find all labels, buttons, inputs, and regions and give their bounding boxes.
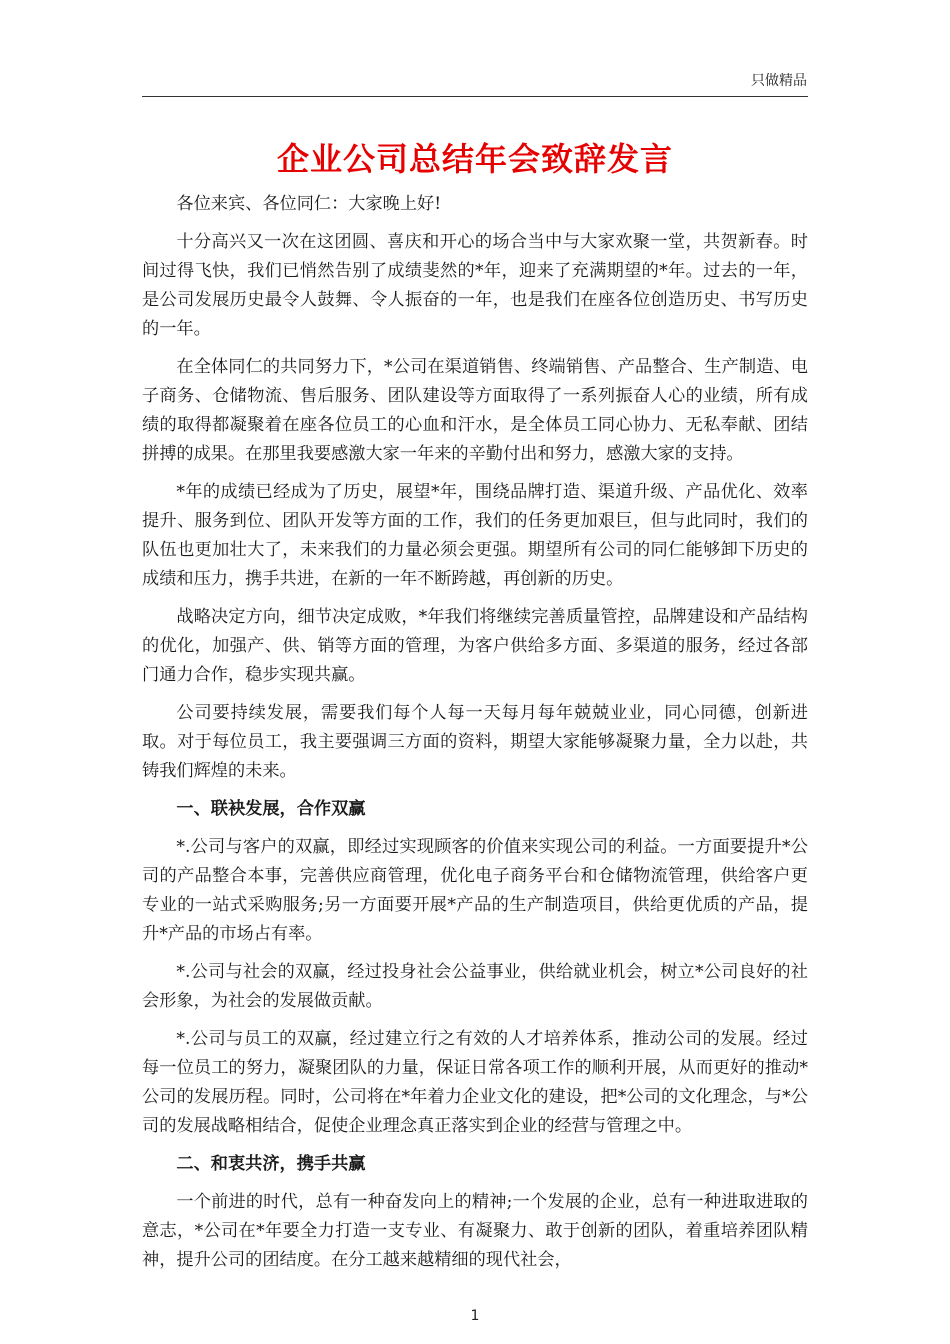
paragraph: *.公司与社会的双赢，经过投身社会公益事业，供给就业机会，树立*公司良好的社会形象，为社会的发展做贡献。 — [142, 962, 808, 1011]
paragraph: 一个前进的时代，总有一种奋发向上的精神;一个发展的企业，总有一种进取进取的意志，*公司在*年要全力打造一支专业、有凝聚力、敢于创新的团队，着重培养团队精神，提升公司的团结度。在分工越来越精细的现代社会， — [142, 1192, 808, 1270]
paragraph: *.公司与员工的双赢，经过建立行之有效的人才培养体系，推动公司的发展。经过每一位员工的努力，凝聚团队的力量，保证日常各项工作的顺利开展，从而更好的推动*公司的发展历程。同时，公司将在*年着力企业文化的建设，把*公司的文化理念，与*公司的发展战略相结合，促使企业理念真正落实到企业的经营与管理之中。 — [142, 1029, 808, 1136]
header-divider — [142, 96, 808, 97]
section-heading: 二、和衷共济，携手共赢 — [176, 1154, 366, 1174]
paragraph: 战略决定方向，细节决定成败，*年我们将继续完善质量管控，品牌建设和产品结构的优化，加强产、供、销等方面的管理，为客户供给多方面、多渠道的服务，经过各部门通力合作，稳步实现共赢。 — [142, 607, 808, 685]
paragraph: *年的成绩已经成为了历史，展望*年，围绕品牌打造、渠道升级、产品优化、效率提升、服务到位、团队开发等方面的工作，我们的任务更加艰巨，但与此同时，我们的队伍也更加壮大了，未来我们的力量必须会更强。期望所有公司的同仁能够卸下历史的成绩和压力，携手共进，在新的一年不断跨越，再创新的历史。 — [142, 482, 808, 589]
paragraph: 公司要持续发展，需要我们每个人每一天每月每年兢兢业业，同心同德，创新进取。对于每位员工，我主要强调三方面的资料，期望大家能够凝聚力量，全力以赴，共铸我们辉煌的未来。 — [142, 703, 808, 781]
paragraph: *.公司与客户的双赢，即经过实现顾客的价值来实现公司的利益。一方面要提升*公司的产品整合本事，完善供应商管理，优化电子商务平台和仓储物流管理，供给客户更专业的一站式采购服务;另一方面要开展*产品的生产制造项目，供给更优质的产品，提升*产品的市场占有率。 — [142, 837, 808, 944]
paragraph: 十分高兴又一次在这团圆、喜庆和开心的场合当中与大家欢聚一堂，共贺新春。时间过得飞快，我们已悄然告别了成绩斐然的*年，迎来了充满期望的*年。过去的一年，是公司发展历史最令人鼓舞、令人振奋的一年，也是我们在座各位创造历史、书写历史的一年。 — [142, 232, 808, 339]
document-title: 企业公司总结年会致辞发言 — [276, 140, 673, 178]
section-heading: 一、联袂发展，合作双赢 — [176, 799, 366, 819]
document-body — [142, 190, 808, 1284]
page-number: 1 — [470, 1308, 480, 1324]
greeting: 各位来宾、各位同仁：大家晚上好! — [176, 194, 442, 214]
page-header-text: 只做精品 — [751, 73, 807, 89]
paragraph: 在全体同仁的共同努力下，*公司在渠道销售、终端销售、产品整合、生产制造、电子商务、仓储物流、售后服务、团队建设等方面取得了一系列振奋人心的业绩，所有成绩的取得都凝聚着在座各位员工的心血和汗水，是全体员工同心协力、无私奉献、团结拼搏的成果。在那里我要感激大家一年来的辛勤付出和努力，感激大家的支持。 — [142, 357, 808, 464]
